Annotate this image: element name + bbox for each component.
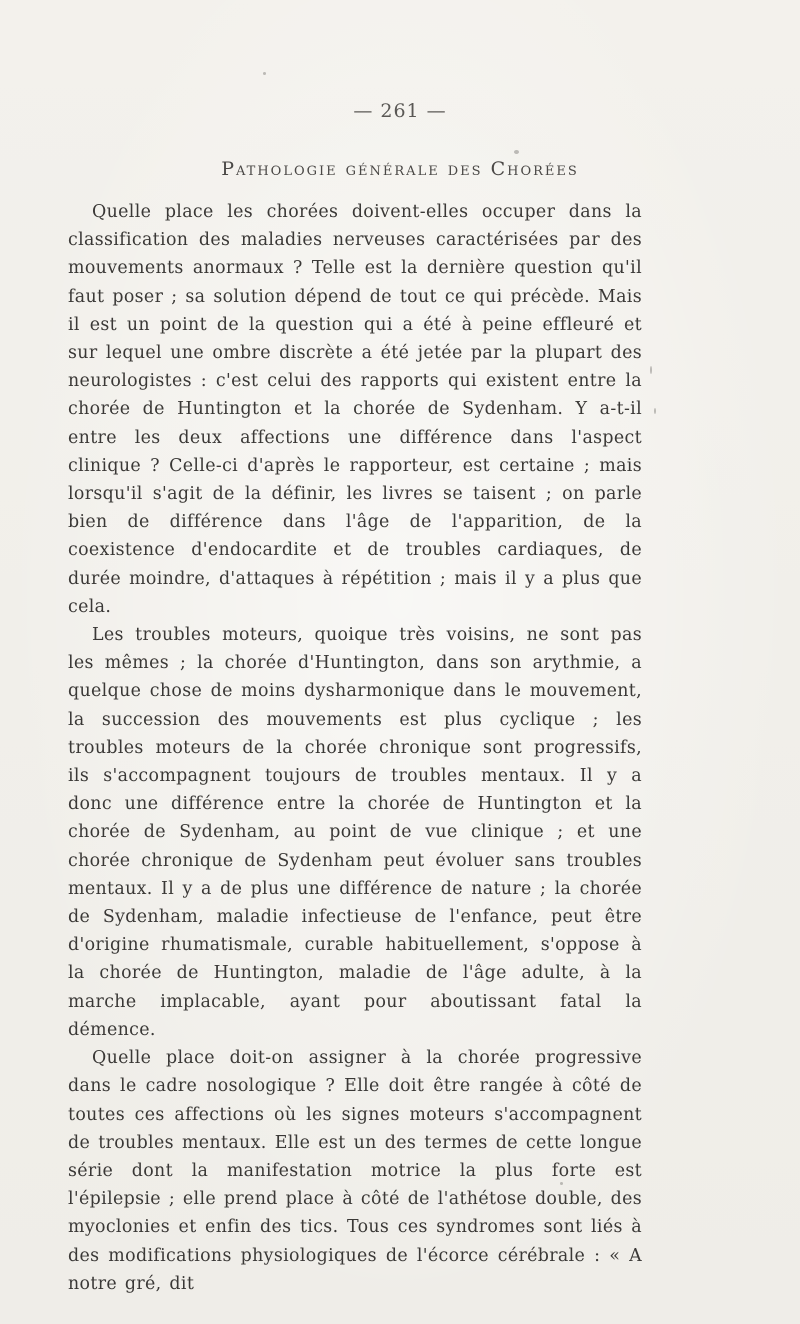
paragraph: Les troubles moteurs, quoique très voisins, ne sont pas les mêmes ; la chorée d'Huntington, dans son arythmie, a quelque chose de moins dysharmonique dans le mouvement, la succession des mouvements est plus cyclique ; les troubles moteurs de la chorée chronique sont progressifs, ils s'accompagnent toujours de troubles mentaux. Il y a donc une différence entre la chorée de Huntington et la chorée de Sydenham, au point de vue clinique ; et une chorée chronique de Sydenham peut évoluer sans troubles mentaux. Il y a de plus une différence de nature ; la chorée de Sydenham, maladie infectieuse de l'enfance, peut être d'origine rhumatismale, curable habituellement, s'oppose à la chorée de Huntington, maladie de l'âge adulte, à la marche implacable, ayant pour aboutissant fatal la démence. bbox=[68, 625, 642, 1040]
ink-speck bbox=[514, 150, 519, 154]
ink-speck bbox=[263, 72, 266, 75]
chapter-title: Pathologie générale des Chorées bbox=[221, 158, 579, 180]
ink-speck bbox=[650, 366, 652, 374]
body-text bbox=[68, 198, 642, 1298]
ink-speck bbox=[654, 408, 656, 414]
ink-speck bbox=[560, 1182, 563, 1185]
page-number: — 261 — bbox=[353, 100, 447, 122]
paragraph: Quelle place les chorées doivent-elles occuper dans la classification des maladies nerveuses caractérisées par des mouvements anormaux ? Telle est la dernière question qu'il faut poser ; sa solution dépend de tout ce qui précède. Mais il est un point de la question qui a été à peine effleuré et sur lequel une ombre discrète a été jetée par la plupart des neurologistes : c'est celui des rapports qui existent entre la chorée de Huntington et la chorée de Sydenham. Y a-t-il entre les deux affections une différence dans l'aspect clinique ? Celle-ci d'après le rapporteur, est certaine ; mais lorsqu'il s'agit de la définir, les livres se taisent ; on parle bien de différence dans l'âge de l'apparition, de la coexistence d'endocardite et de troubles cardiaques, de durée moindre, d'attaques à répétition ; mais il y a plus que cela. bbox=[68, 202, 642, 617]
paragraph: Quelle place doit-on assigner à la chorée progressive dans le cadre nosologique ? Elle doit être rangée à côté de toutes ces affections où les signes moteurs s'accompagnent de troubles mentaux. Elle est un des termes de cette longue série dont la manifestation motrice la plus forte est l'épilepsie ; elle prend place à côté de l'athétose double, des myoclonies et enfin des tics. Tous ces syndromes sont liés à des modifications physiologiques de l'écorce cérébrale : « A notre gré, dit bbox=[68, 1048, 642, 1294]
